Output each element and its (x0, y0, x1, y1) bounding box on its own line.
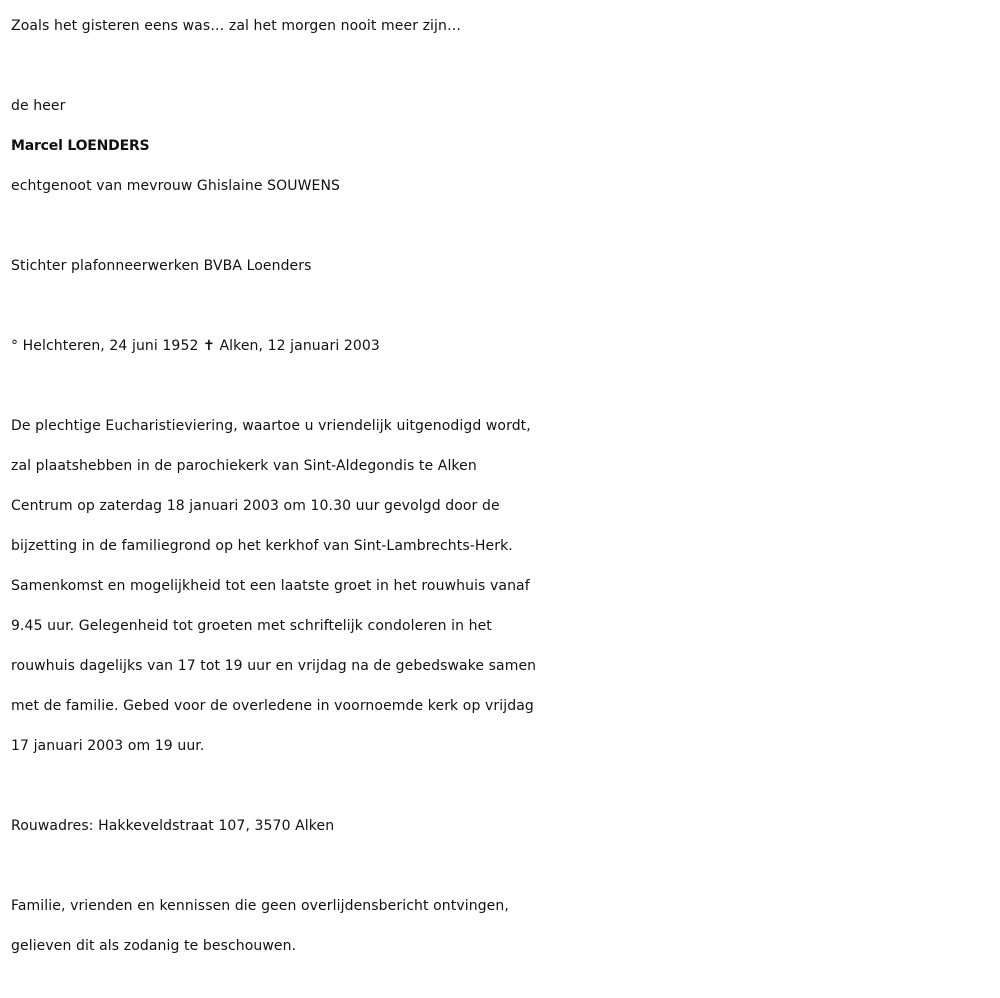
birth-info: ° Helchteren, 24 juni 1952 (11, 338, 199, 354)
ceremony-line: met de familie. Gebed voor de overledene in voornoemde kerk op vrijdag (11, 698, 534, 714)
obituary-notice (11, 0, 991, 966)
spacer (11, 46, 991, 86)
salutation: de heer (11, 98, 66, 114)
opening-quote: Zoals het gisteren eens was… zal het morgen nooit meer zijn… (11, 18, 462, 34)
ceremony-line: De plechtige Eucharistieviering, waartoe u vriendelijk uitgenodigd wordt, (11, 418, 531, 434)
spouse-line: echtgenoot van mevrouw Ghislaine SOUWENS (11, 178, 341, 194)
spacer (11, 206, 991, 246)
ceremony-line: Samenkomst en mogelijkheid tot een laatste groet in het rouwhuis vanaf (11, 578, 530, 594)
closing-line: gelieven dit als zodanig te beschouwen. (11, 938, 297, 954)
ceremony-line: bijzetting in de familiegrond op het kerkhof van Sint-Lambrechts-Herk. (11, 538, 513, 554)
spacer (11, 366, 991, 406)
cross-icon: ✝ (203, 338, 215, 354)
ceremony-line: 9.45 uur. Gelegenheid tot groeten met schriftelijk condoleren in het (11, 618, 492, 634)
mourning-address: Rouwadres: Hakkeveldstraat 107, 3570 Alken (11, 818, 335, 834)
occupation-line: Stichter plafonneerwerken BVBA Loenders (11, 258, 312, 274)
birth-death-line (11, 326, 991, 366)
spacer (11, 846, 991, 886)
death-info: Alken, 12 januari 2003 (219, 338, 380, 354)
ceremony-line: Centrum op zaterdag 18 januari 2003 om 10.30 uur gevolgd door de (11, 498, 500, 514)
deceased-name: Marcel LOENDERS (11, 138, 150, 154)
ceremony-line: zal plaatshebben in de parochiekerk van Sint-Aldegondis te Alken (11, 458, 477, 474)
ceremony-line: rouwhuis dagelijks van 17 tot 19 uur en vrijdag na de gebedswake samen (11, 658, 537, 674)
ceremony-line: 17 januari 2003 om 19 uur. (11, 738, 205, 754)
spacer (11, 286, 991, 326)
spacer (11, 766, 991, 806)
closing-line: Familie, vrienden en kennissen die geen overlijdensbericht ontvingen, (11, 898, 509, 914)
